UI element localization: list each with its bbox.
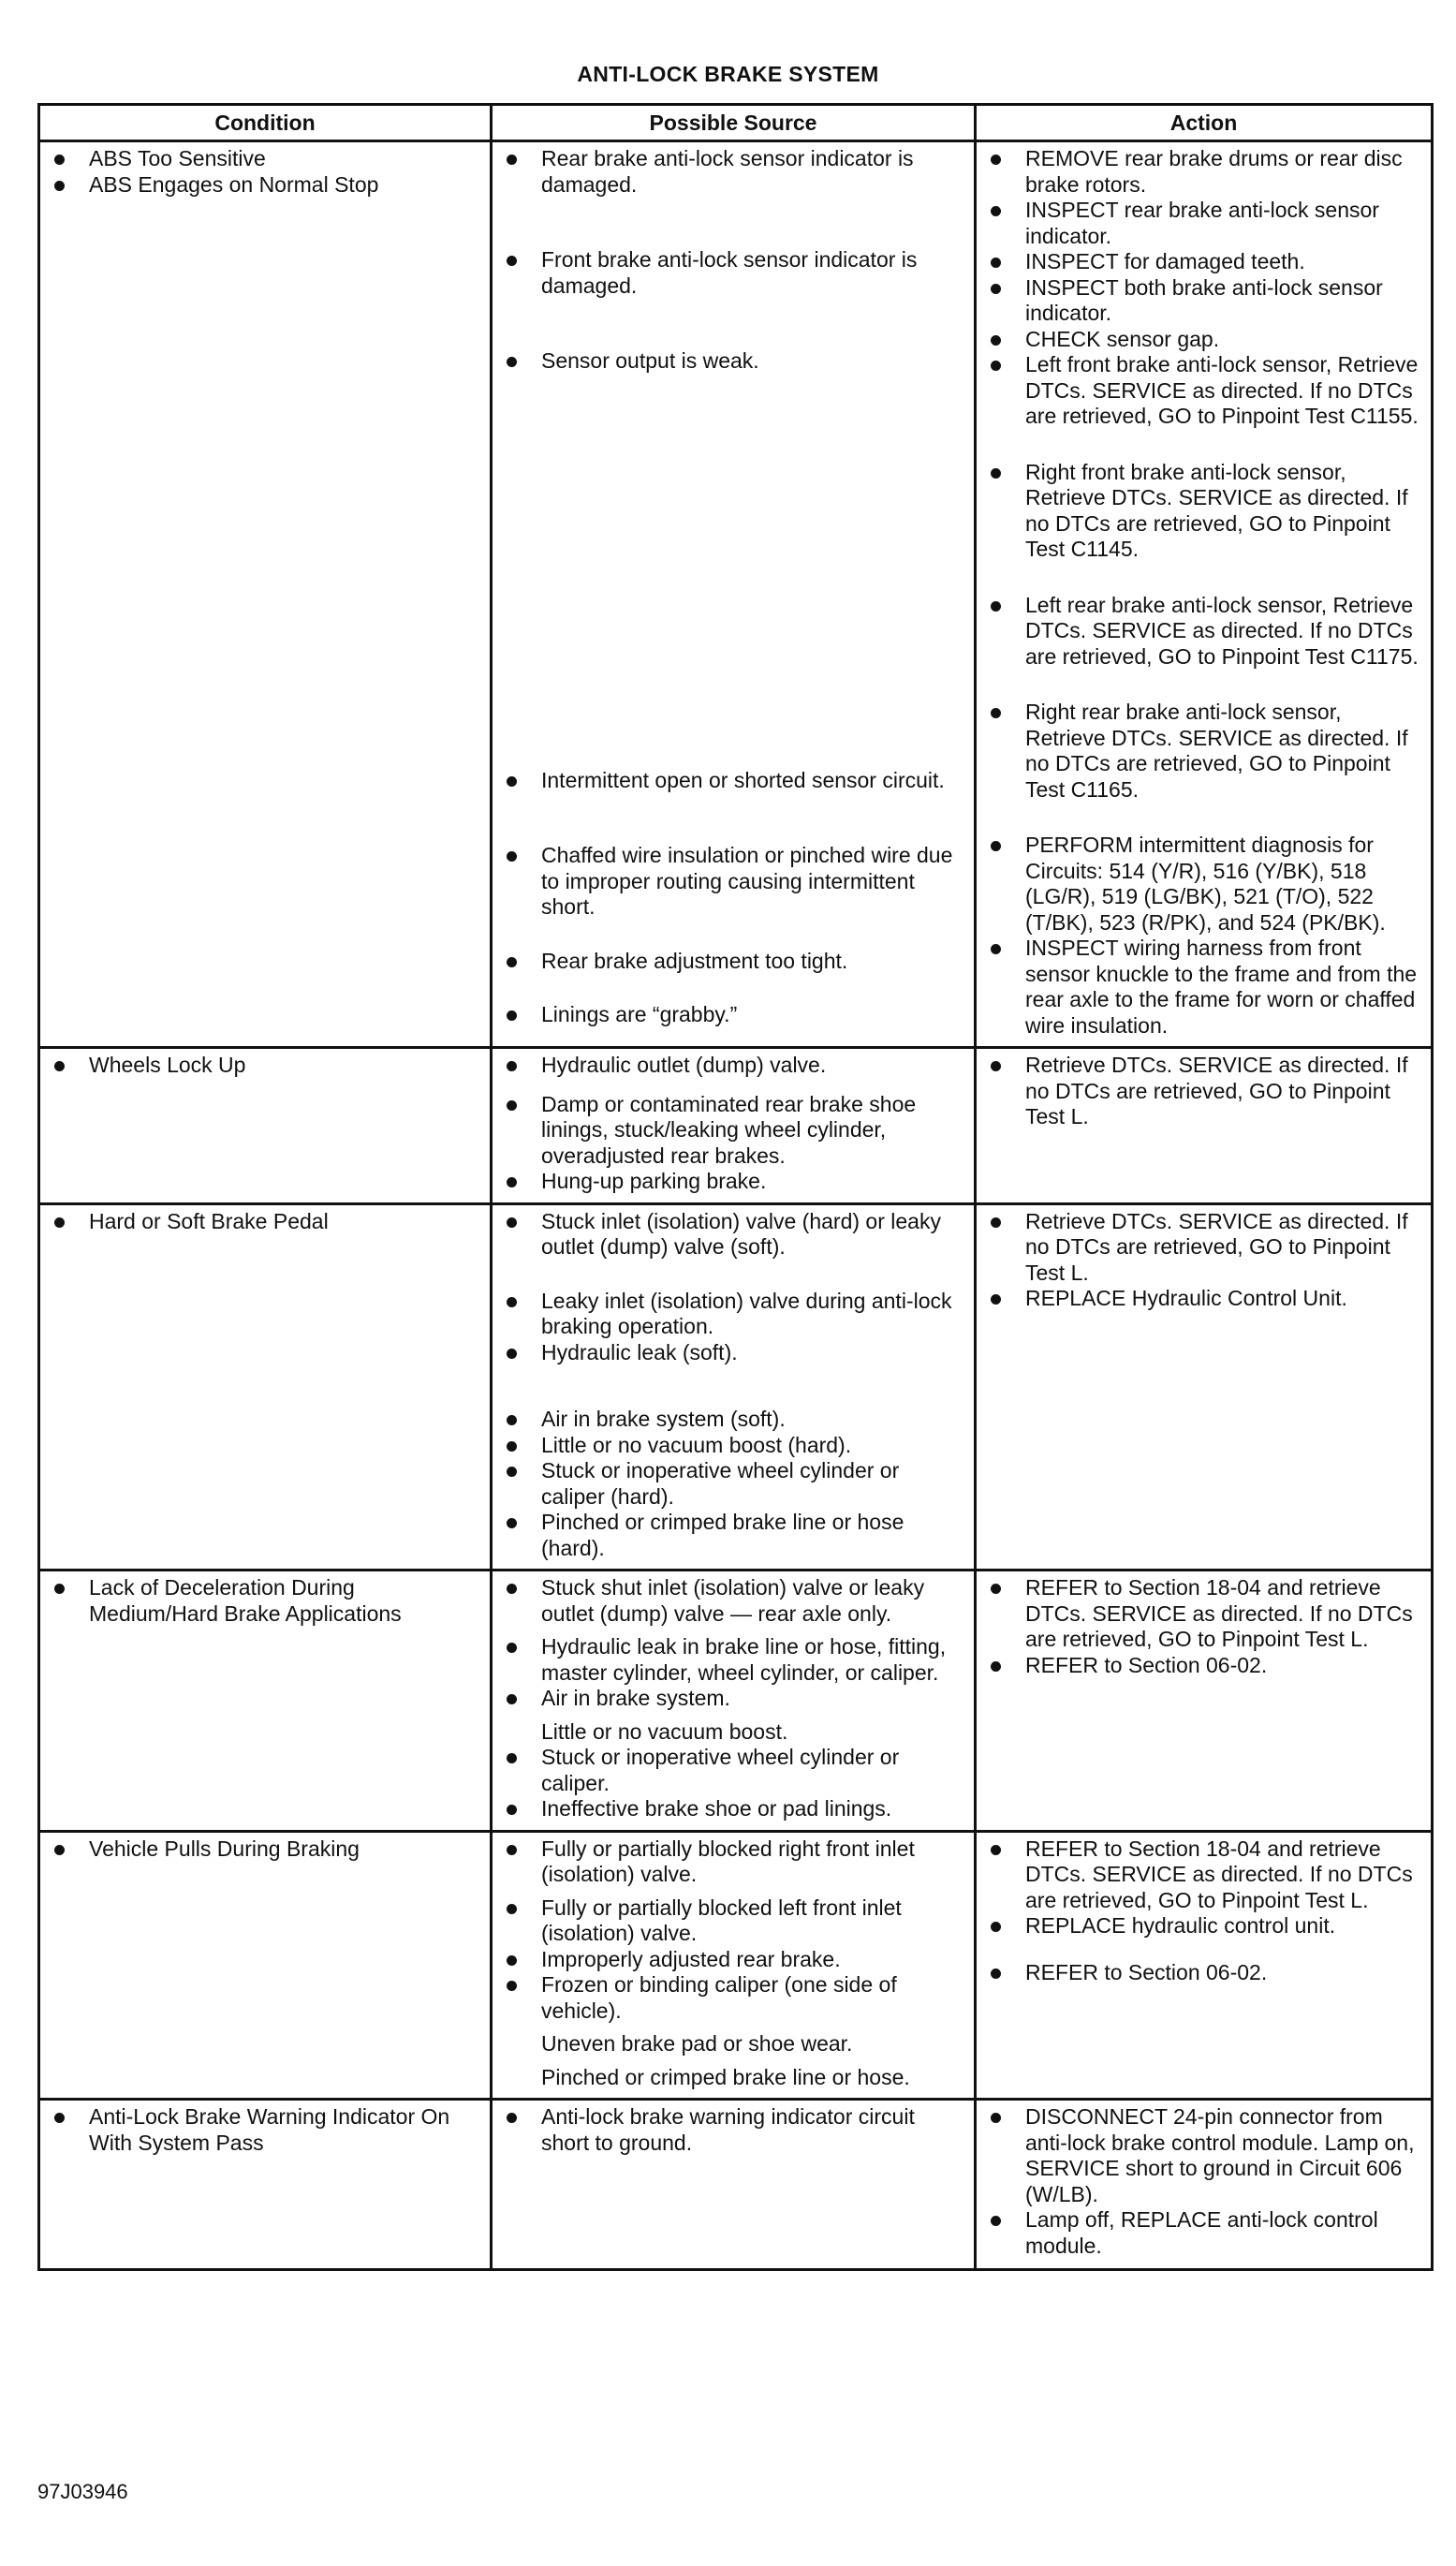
source-list bbox=[500, 1209, 964, 1562]
list-item: Linings are “grabby.” bbox=[500, 1002, 964, 1028]
header-possible-source: Possible Source bbox=[492, 105, 976, 141]
list-item: Retrieve DTCs. SERVICE as directed. If no DTCs are retrieved, GO to Pinpoint Test L. bbox=[984, 1053, 1421, 1130]
list-item: REFER to Section 18-04 and retrieve DTCs. SERVICE as directed. If no DTCs are retrieved, GO to Pinpoint Test L. bbox=[984, 1575, 1421, 1653]
list-item: Right rear brake anti-lock sensor, Retrieve DTCs. SERVICE as directed. If no DTCs are retrieved, GO to Pinpoint Test C1165. bbox=[984, 700, 1421, 803]
condition-list bbox=[48, 2104, 480, 2156]
list-item: Left front brake anti-lock sensor, Retrieve DTCs. SERVICE as directed. If no DTCs are retrieved, GO to Pinpoint Test C1155. bbox=[984, 352, 1421, 430]
table-row bbox=[39, 141, 1433, 1048]
list-item: Hydraulic leak (soft). bbox=[500, 1340, 964, 1366]
list-item: Lamp off, REPLACE anti-lock control module. bbox=[984, 2207, 1421, 2259]
list-item: REPLACE hydraulic control unit. bbox=[984, 1913, 1421, 1939]
table-row bbox=[39, 1571, 1433, 1832]
list-item: Rear brake adjustment too tight. bbox=[500, 949, 964, 975]
condition-cell bbox=[39, 1571, 492, 1832]
condition-cell bbox=[39, 1831, 492, 2100]
list-item: Air in brake system (soft). bbox=[500, 1407, 964, 1433]
list-item: Chaffed wire insulation or pinched wire due to improper routing causing intermittent short. bbox=[500, 843, 964, 921]
action-list bbox=[984, 2104, 1421, 2259]
header-condition: Condition bbox=[39, 105, 492, 141]
list-item: PERFORM intermittent diagnosis for Circuits: 514 (Y/R), 516 (Y/BK), 518 (LG/R), 519 (LG/BK), 521 (T/O), 522 (T/BK), 523 (R/PK), and 524 (PK/BK). bbox=[984, 833, 1421, 936]
list-item: Retrieve DTCs. SERVICE as directed. If no DTCs are retrieved, GO to Pinpoint Test L. bbox=[984, 1209, 1421, 1287]
possible-source-cell bbox=[492, 2100, 976, 2270]
list-item: ABS Engages on Normal Stop bbox=[48, 172, 480, 199]
action-list bbox=[984, 146, 1421, 1039]
list-item: Hard or Soft Brake Pedal bbox=[48, 1209, 480, 1235]
list-item: REFER to Section 06-02. bbox=[984, 1653, 1421, 1679]
action-list bbox=[984, 1053, 1421, 1130]
list-item: INSPECT wiring harness from front sensor knuckle to the frame and from the rear axle to the frame for worn or chaffed wire insulation. bbox=[984, 936, 1421, 1039]
list-item: REPLACE Hydraulic Control Unit. bbox=[984, 1286, 1421, 1312]
list-item: Pinched or crimped brake line or hose (hard). bbox=[500, 1510, 964, 1561]
list-item: Fully or partially blocked left front inlet (isolation) valve. bbox=[500, 1895, 964, 1947]
list-item: Stuck inlet (isolation) valve (hard) or leaky outlet (dump) valve (soft). bbox=[500, 1209, 964, 1261]
action-list bbox=[984, 1836, 1421, 1986]
condition-list bbox=[48, 1053, 480, 1079]
action-list bbox=[984, 1209, 1421, 1312]
action-cell bbox=[976, 1831, 1433, 2100]
list-item: Vehicle Pulls During Braking bbox=[48, 1836, 480, 1863]
page-title: ANTI-LOCK BRAKE SYSTEM bbox=[577, 62, 879, 86]
possible-source-cell bbox=[492, 1571, 976, 1832]
action-cell bbox=[976, 1048, 1433, 1204]
header-action: Action bbox=[976, 105, 1433, 141]
table-header-row bbox=[39, 105, 1433, 141]
list-item: Wheels Lock Up bbox=[48, 1053, 480, 1079]
list-item: INSPECT for damaged teeth. bbox=[984, 249, 1421, 275]
list-item: Stuck or inoperative wheel cylinder or caliper (hard). bbox=[500, 1458, 964, 1510]
table-row bbox=[39, 2100, 1433, 2270]
possible-source-cell bbox=[492, 1203, 976, 1571]
list-item: Front brake anti-lock sensor indicator is damaged. bbox=[500, 247, 964, 299]
possible-source-cell bbox=[492, 1831, 976, 2100]
list-item: Rear brake anti-lock sensor indicator is damaged. bbox=[500, 146, 964, 198]
action-cell bbox=[976, 2100, 1433, 2270]
condition-cell bbox=[39, 141, 492, 1048]
list-item: Ineffective brake shoe or pad linings. bbox=[500, 1796, 964, 1822]
source-list bbox=[500, 1053, 964, 1195]
list-item: Sensor output is weak. bbox=[500, 348, 964, 375]
list-item: Frozen or binding caliper (one side of vehicle). bbox=[500, 1972, 964, 2024]
action-cell bbox=[976, 1203, 1433, 1571]
condition-list bbox=[48, 1575, 480, 1627]
list-item: Left rear brake anti-lock sensor, Retrieve DTCs. SERVICE as directed. If no DTCs are retrieved, GO to Pinpoint Test C1175. bbox=[984, 593, 1421, 671]
source-list bbox=[500, 1575, 964, 1822]
list-item: REFER to Section 06-02. bbox=[984, 1960, 1421, 1986]
list-item: Little or no vacuum boost (hard). bbox=[500, 1433, 964, 1459]
table-body bbox=[39, 141, 1433, 2270]
condition-list bbox=[48, 1836, 480, 1863]
condition-list bbox=[48, 1209, 480, 1235]
list-item: Hydraulic outlet (dump) valve. bbox=[500, 1053, 964, 1079]
condition-list bbox=[48, 146, 480, 198]
list-item: Uneven brake pad or shoe wear. bbox=[541, 2031, 853, 2056]
list-item: Hydraulic leak in brake line or hose, fitting, master cylinder, wheel cylinder, or caliper. bbox=[500, 1634, 964, 1686]
list-item: Anti-lock brake warning indicator circuit short to ground. bbox=[500, 2104, 964, 2156]
condition-cell bbox=[39, 1048, 492, 1204]
list-item: Lack of Deceleration During Medium/Hard Brake Applications bbox=[48, 1575, 480, 1627]
list-item: Leaky inlet (isolation) valve during anti-lock braking operation. bbox=[500, 1289, 964, 1340]
source-list bbox=[500, 1836, 964, 2091]
condition-cell bbox=[39, 1203, 492, 1571]
list-item: Anti-Lock Brake Warning Indicator On With System Pass bbox=[48, 2104, 480, 2156]
document-id: 97J03946 bbox=[37, 2480, 128, 2503]
diagnosis-table bbox=[37, 103, 1434, 2271]
possible-source-cell bbox=[492, 1048, 976, 1204]
table-row bbox=[39, 1831, 1433, 2100]
list-item: Fully or partially blocked right front inlet (isolation) valve. bbox=[500, 1836, 964, 1888]
list-item: REFER to Section 18-04 and retrieve DTCs. SERVICE as directed. If no DTCs are retrieved, GO to Pinpoint Test L. bbox=[984, 1836, 1421, 1914]
list-item: Intermittent open or shorted sensor circuit. bbox=[500, 768, 964, 794]
list-item: DISCONNECT 24-pin connector from anti-lock brake control module. Lamp on, SERVICE short to ground in Circuit 606 (W/LB). bbox=[984, 2104, 1421, 2207]
list-item: CHECK sensor gap. bbox=[984, 327, 1421, 353]
action-cell bbox=[976, 1571, 1433, 1832]
list-item: Little or no vacuum boost. bbox=[541, 1718, 788, 1744]
list-item: Improperly adjusted rear brake. bbox=[500, 1947, 964, 1973]
table-row bbox=[39, 1048, 1433, 1204]
table-row bbox=[39, 1203, 1433, 1571]
list-item: Damp or contaminated rear brake shoe linings, stuck/leaking wheel cylinder, overadjusted rear brakes. bbox=[500, 1092, 964, 1170]
action-cell bbox=[976, 141, 1433, 1048]
list-item: Air in brake system. bbox=[500, 1686, 964, 1712]
list-item: INSPECT rear brake anti-lock sensor indicator. bbox=[984, 198, 1421, 249]
list-item: Stuck shut inlet (isolation) valve or leaky outlet (dump) valve — rear axle only. bbox=[500, 1575, 964, 1627]
source-list bbox=[500, 2104, 964, 2156]
action-list bbox=[984, 1575, 1421, 1678]
list-item: REMOVE rear brake drums or rear disc brake rotors. bbox=[984, 146, 1421, 198]
list-item: Pinched or crimped brake line or hose. bbox=[541, 2064, 910, 2089]
list-item: Hung-up parking brake. bbox=[500, 1169, 964, 1195]
condition-cell bbox=[39, 2100, 492, 2270]
list-item: ABS Too Sensitive bbox=[48, 146, 480, 172]
list-item: Stuck or inoperative wheel cylinder or caliper. bbox=[500, 1745, 964, 1796]
source-list bbox=[500, 146, 964, 1028]
list-item: Right front brake anti-lock sensor, Retrieve DTCs. SERVICE as directed. If no DTCs are retrieved, GO to Pinpoint Test C1145. bbox=[984, 460, 1421, 563]
list-item: INSPECT both brake anti-lock sensor indicator. bbox=[984, 275, 1421, 327]
possible-source-cell bbox=[492, 141, 976, 1048]
